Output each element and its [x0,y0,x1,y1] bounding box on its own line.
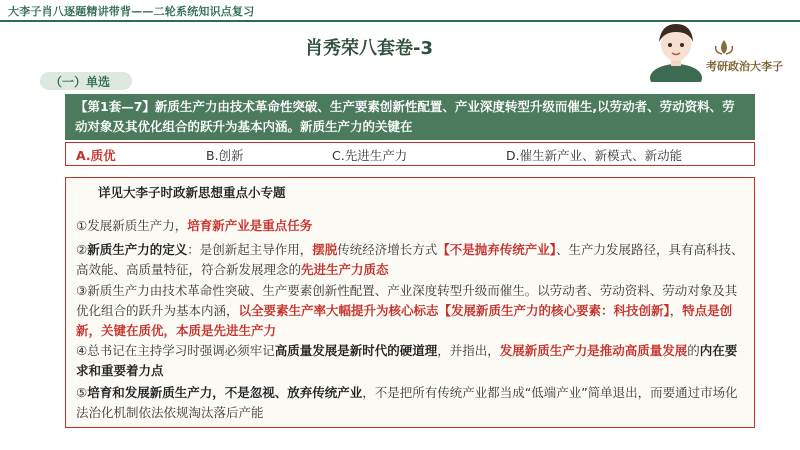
p1-text: ①发展新质生产力， [76,218,188,233]
explanation-point-5 [76,383,746,423]
p2-term: 新质生产力的定义 [87,242,188,257]
option-a[interactable]: A.质优 [76,148,116,163]
p1-highlight: 培育新产业是重点任务 [187,218,313,233]
options-row [65,142,755,166]
p2-number: ② [76,242,88,257]
p2-text-3: 、生产力发展路径，具有高科技、高效能、高质量特征，符合新发展理念的 [76,242,744,277]
question-box: 【第1套—7】新质生产力由技术革命性突破、生产要素创新性配置、产业深度转型升级而催生,以劳动者、劳动资料、劳动对象及其优化组合的跃升为基本内涵。新质生产力的关键在 [65,94,755,140]
p4-text: ④总书记在主持学习时强调必须牢记 [76,343,275,358]
option-d[interactable]: D.催生新产业、新模式、新动能 [506,148,683,163]
p4-bold-2: 内在要求和重要着力点 [76,343,738,378]
p2-highlight-3: 先进生产力质态 [301,262,389,277]
p5-text: ，不是把所有传统产业都当成“低端产业”简单退出，而要通过市场化法治化机制依法依规淘汰落后产能 [76,385,738,420]
p4-text-2: ，并指出， [437,343,500,358]
p3-highlight-1: 以全要素生产率大幅提升为核心标志【发展新质生产力的核心要素：科技创新】 [238,303,670,318]
p5-number: ⑤ [76,385,88,400]
p3-highlight-2: 特点是创新，关键在质优，本质是先进生产力 [76,303,733,338]
presenter-avatar [647,18,705,82]
explanation-point-2 [76,240,746,280]
brand-text: 考研政治大李子 [706,60,783,73]
page-title: 肖秀荣八套卷-3 [305,38,433,59]
explanation-point-3 [76,281,746,341]
p2-highlight-1: 摆脱 [312,242,338,257]
p4-bold: 高质量发展是新时代的硬道理 [274,343,438,358]
explanation-point-1 [76,216,746,236]
series-title: 大李子肖八逐题精讲带背——二轮系统知识点复习 [8,5,255,18]
p2-text-2: 传统经济增长方式 [337,242,438,257]
p2-highlight-2: 【不是抛弃传统产业】 [437,242,557,257]
explanation-point-4 [76,341,746,381]
option-b[interactable]: B.创新 [206,148,244,163]
explanation-title: 详见大李子时政新思想重点小专题 [98,185,286,200]
p4-highlight: 发展新质生产力是推动高质量发展 [499,343,688,358]
section-label: （一）单选 [50,75,111,89]
p5-bold: 培育和发展新质生产力，不是忽视、放弃传统产业 [87,385,363,400]
p4-text-3: 的 [687,343,700,358]
option-c[interactable]: C.先进生产力 [332,148,408,163]
p2-text: ：是创新起主导作用， [187,242,313,257]
p3-comma: ， [669,303,683,318]
p3-text: ③新质生产力由技术革命性突破、生产要素创新性配置、产业深度转型升级而催生。以劳动者、劳动资料、劳动对象及其优化组合的跃升为基本内涵， [76,283,738,318]
